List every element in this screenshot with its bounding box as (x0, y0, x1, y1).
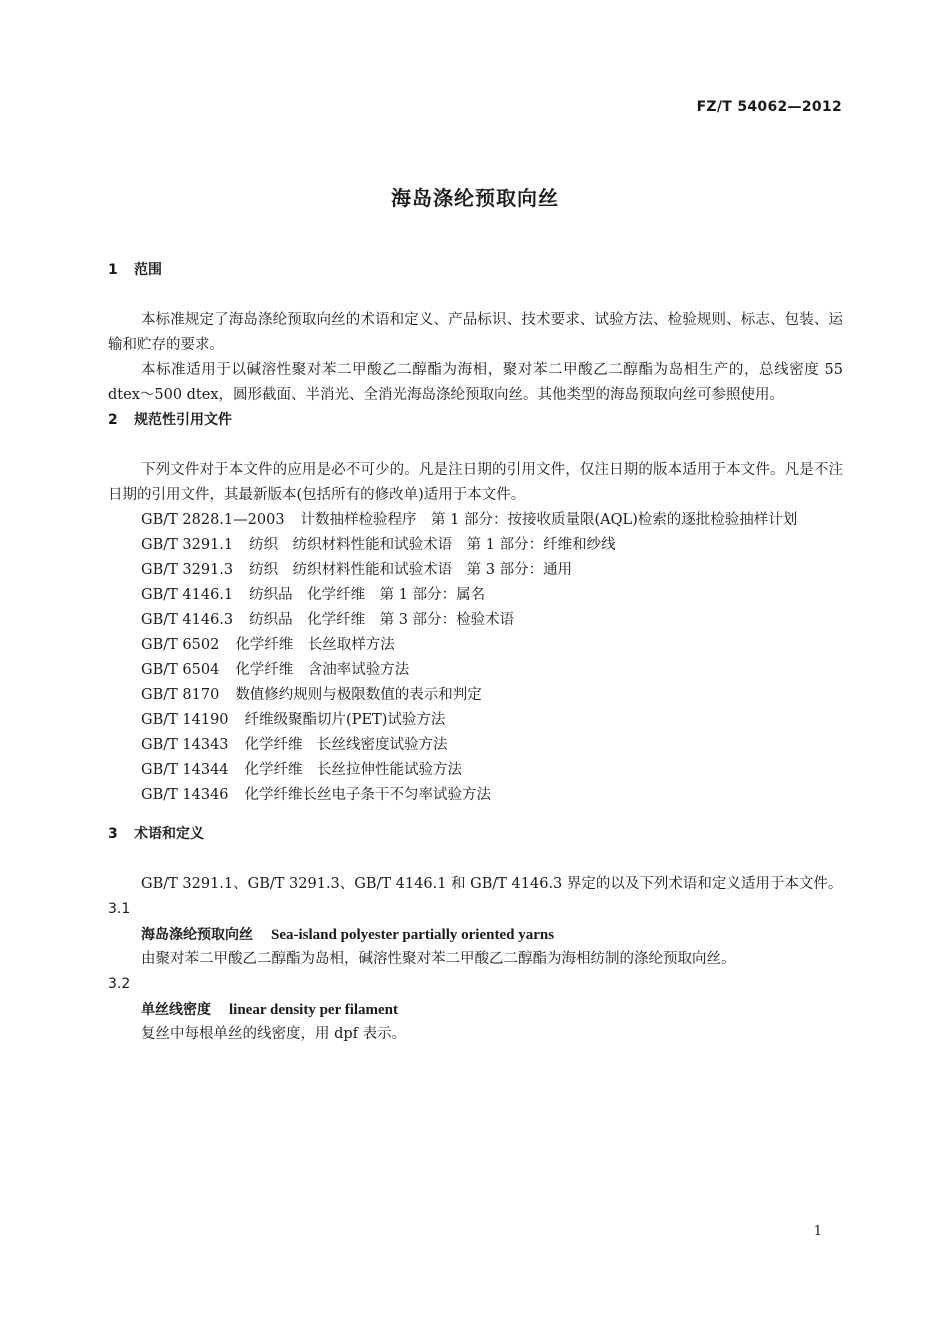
reference-code: GB/T 4146.1 (141, 587, 234, 603)
reference-item (108, 733, 843, 758)
reference-code: GB/T 8170 (141, 687, 220, 703)
reference-code: GB/T 3291.3 (141, 562, 234, 578)
section-number: 1 (108, 262, 118, 278)
reference-title: 计数抽样检验程序 第 1 部分：按接收质量限(AQL)检索的逐批检验抽样计划 (300, 512, 798, 528)
reference-title: 化学纤维 长丝取样方法 (235, 637, 395, 653)
term-definition: 由聚对苯二甲酸乙二醇酯为岛相，碱溶性聚对苯二甲酸乙二醇酯为海相纺制的涤纶预取向丝。 (141, 951, 736, 967)
page-number: 1 (813, 1224, 822, 1239)
document-title: 海岛涤纶预取向丝 (391, 186, 559, 210)
reference-title: 纺织 纺织材料性能和试验术语 第 1 部分：纤维和纱线 (249, 537, 616, 553)
reference-title: 纤维级聚酯切片(PET)试验方法 (244, 712, 446, 728)
reference-title: 化学纤维长丝电子条干不匀率试验方法 (244, 787, 492, 803)
reference-title: 化学纤维 长丝线密度试验方法 (244, 737, 448, 753)
reference-code: GB/T 4146.3 (141, 612, 234, 628)
reference-item (108, 658, 843, 683)
section-title: 规范性引用文件 (134, 412, 232, 428)
section-title: 术语和定义 (134, 826, 204, 842)
paragraph: 下列文件对于本文件的应用是必不可少的。凡是注日期的引用文件，仅注日期的版本适用于本文件。凡是不注日期的引用文件，其最新版本(包括所有的修改单)适用于本文件。 (108, 462, 843, 503)
reference-code: GB/T 6502 (141, 637, 220, 653)
reference-code: GB/T 14346 (141, 787, 229, 803)
term-english: linear density per filament (229, 1002, 399, 1018)
section-heading-normative-references (108, 408, 843, 433)
reference-item (108, 683, 843, 708)
clause-number: 3.1 (108, 901, 131, 917)
reference-code: GB/T 14190 (141, 712, 229, 728)
term-chinese: 海岛涤纶预取向丝 (141, 927, 253, 943)
reference-code: GB/T 3291.1 (141, 537, 234, 553)
term-entry (108, 922, 843, 947)
section-title: 范围 (134, 262, 162, 278)
reference-title: 纺织品 化学纤维 第 1 部分：属名 (249, 587, 486, 603)
paragraph: 本标准规定了海岛涤纶预取向丝的术语和定义、产品标识、技术要求、试验方法、检验规则、标志、包装、运输和贮存的要求。 (108, 312, 843, 353)
reference-title: 化学纤维 含油率试验方法 (235, 662, 410, 678)
clause-number: 3.2 (108, 976, 131, 992)
section-heading-scope (108, 258, 843, 283)
term-entry (108, 997, 843, 1022)
standard-number: FZ/T 54062—2012 (696, 99, 842, 115)
reference-code: GB/T 2828.1—2003 (141, 512, 285, 528)
section-number: 2 (108, 412, 118, 428)
term-english: Sea-island polyester partially oriented yarns (271, 927, 555, 943)
reference-title: 数值修约规则与极限数值的表示和判定 (235, 687, 482, 703)
reference-code: GB/T 6504 (141, 662, 220, 678)
paragraph: 本标准适用于以碱溶性聚对苯二甲酸乙二醇酯为海相，聚对苯二甲酸乙二醇酯为岛相生产的，总线密度 55 dtex～500 dtex，圆形截面、半消光、全消光海岛涤纶预取向丝。其他类型的海岛预取向丝可参照使用。 (108, 362, 843, 403)
reference-title: 纺织 纺织材料性能和试验术语 第 3 部分：通用 (249, 562, 573, 578)
section-heading-terms-and-definitions (108, 822, 843, 847)
section-number: 3 (108, 826, 118, 842)
document-body (108, 258, 843, 1047)
reference-title: 化学纤维 长丝拉伸性能试验方法 (244, 762, 463, 778)
reference-item (108, 758, 843, 783)
reference-item (108, 558, 843, 583)
reference-item (108, 608, 843, 633)
reference-code: GB/T 14343 (141, 737, 229, 753)
term-definition: 复丝中每根单丝的线密度，用 dpf 表示。 (141, 1026, 407, 1042)
reference-item (108, 708, 843, 733)
reference-item (108, 633, 843, 658)
paragraph: GB/T 3291.1、GB/T 3291.3、GB/T 4146.1 和 GB/T 4146.3 界定的以及下列术语和定义适用于本文件。 (141, 876, 843, 892)
reference-item (108, 508, 843, 533)
term-chinese: 单丝线密度 (141, 1002, 211, 1018)
reference-title: 纺织品 化学纤维 第 3 部分：检验术语 (249, 612, 515, 628)
reference-item (108, 783, 843, 808)
reference-code: GB/T 14344 (141, 762, 229, 778)
reference-item (108, 533, 843, 558)
reference-item (108, 583, 843, 608)
